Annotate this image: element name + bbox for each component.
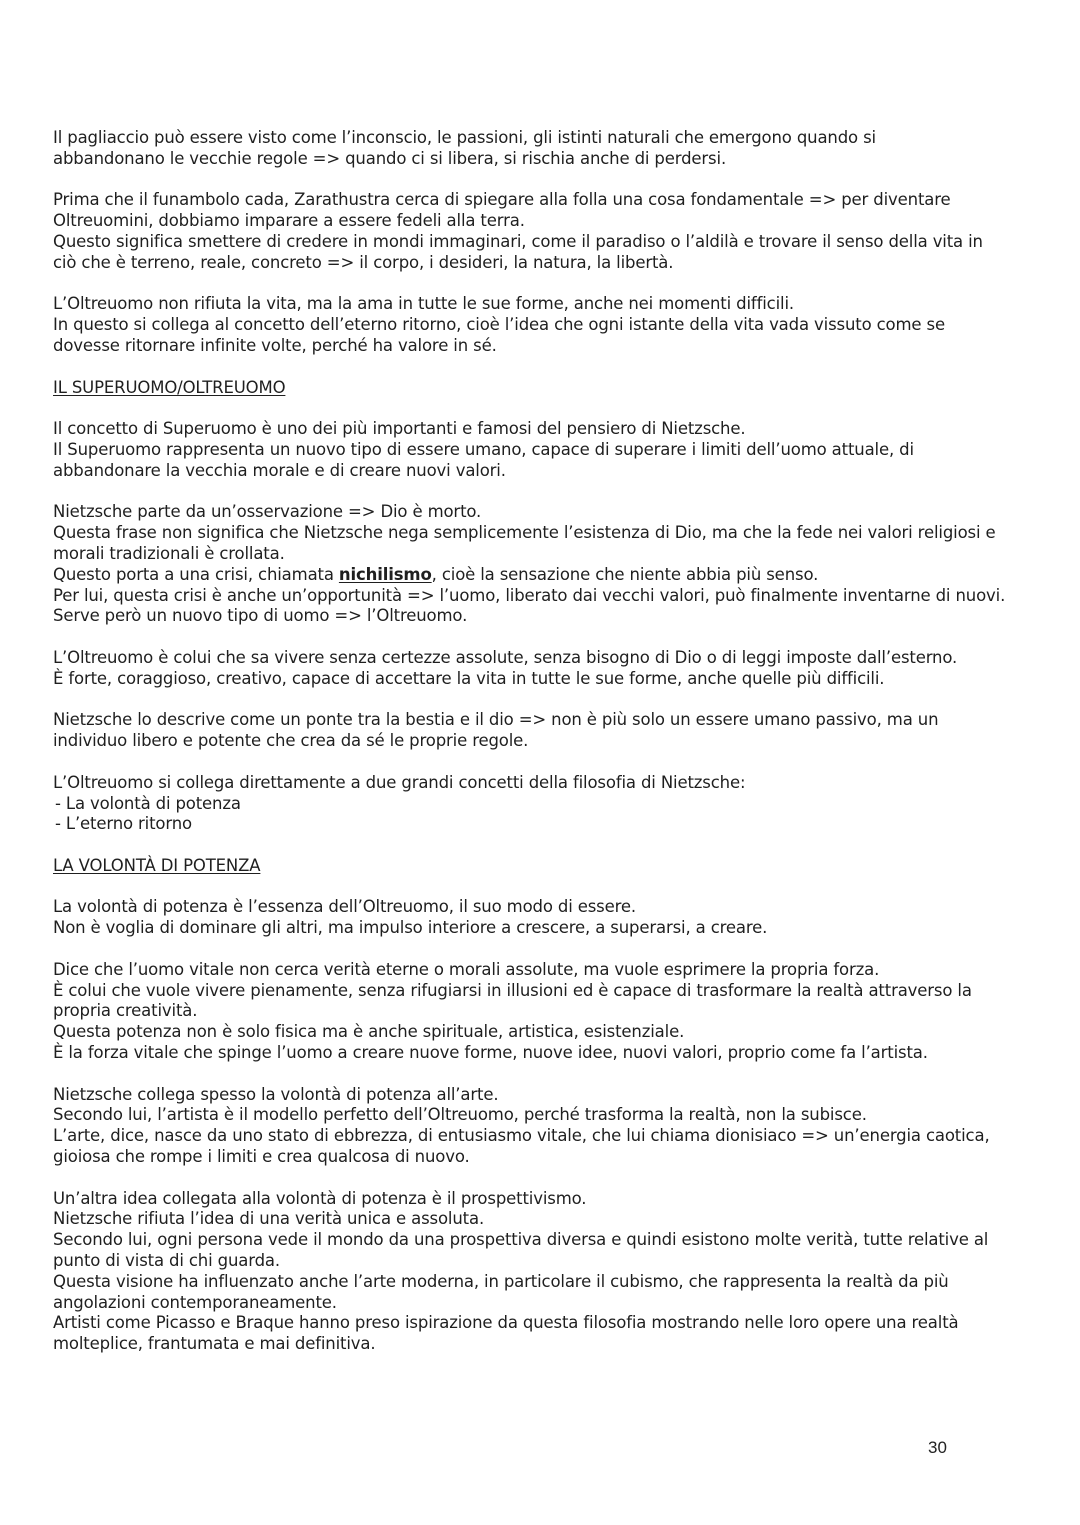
page-number: 30: [928, 1438, 947, 1457]
concepts-list: [53, 794, 1038, 836]
paragraph-arte: Nietzsche collega spesso la volontà di potenza all’arte. Secondo lui, l’artista è il modello perfetto dell’Oltreuomo, perché trasforma la realtà, non la subisce. L’arte, dice, nasce da uno stato di ebbrezza, di entusiasmo vitale, che lui chiama dionisiaco => un’energia caotica, gioiosa che rompe i limiti e crea qualcosa di nuovo.: [53, 1084, 990, 1167]
list-item: - La volontà di potenza: [55, 793, 241, 813]
paragraph-dio-e-morto-part-1: Nietzsche parte da un’osservazione => Dio è morto. Questa frase non significa che Nietzsche nega semplicemente l’esistenza di Dio, ma che la fede nei valori religiosi e morali tradizionali è crollata. Questo porta a una crisi, chiamata: [53, 502, 996, 584]
paragraph-ponte: Nietzsche lo descrive come un ponte tra la bestia e il dio => non è più solo un essere umano passivo, ma un individuo libero e potente che crea da sé le proprie regole.: [53, 710, 939, 751]
paragraph-uomo-vitale: Dice che l’uomo vitale non cerca verità eterne o morali assolute, ma vuole esprimere la propria forza. È colui che vuole vivere pienamente, senza rifugiarsi in illusioni ed è capace di trasformare la realtà attraverso la propria creatività. Questa potenza non è solo fisica ma è anche spirituale, artistica, esistenziale. È la forza vitale che spinge l’uomo a creare nuove forme, nuove idee, nuovi valori, proprio come fa l’artista.: [53, 959, 972, 1063]
paragraph-dio-e-morto: [53, 502, 1038, 627]
list-item: - L’eterno ritorno: [55, 814, 192, 834]
paragraph-pagliaccio: Il pagliaccio può essere visto come l’inconscio, le passioni, gli istinti naturali che emergono quando si abbandonano le vecchie regole => quando ci si libera, si rischia anche di perdersi.: [53, 128, 876, 168]
paragraph-eterno-ritorno: L’Oltreuomo non rifiuta la vita, ma la ama in tutte le sue forme, anche nei momenti difficili. In questo si collega al concetto dell’eterno ritorno, cioè l’idea che ogni istante della vita vada vissuto come se dovesse ritornare infinite volte, perché ha valore in sé.: [53, 294, 945, 355]
paragraph-prospettivismo: Un’altra idea collegata alla volontà di potenza è il prospettivismo. Nietzsche rifiuta l’idea di una verità unica e assoluta. Secondo lui, ogni persona vede il mondo da una prospettiva diversa e quindi esistono molte verità, tutte relative al punto di vista di chi guarda. Questa visione ha influenzato anche l’arte moderna, in particolare il cubismo, che rappresenta la realtà da più angolazioni contemporaneamente. Artisti come Picasso e Braque hanno preso ispirazione da questa filosofia mostrando nelle loro opere una realtà molteplice, frantumata e mai definitiva.: [53, 1188, 989, 1354]
document-page: [53, 128, 1038, 1376]
paragraph-dio-e-morto-part-2: , cioè la sensazione che niente abbia più senso. Per lui, questa crisi è anche un’opportunità => l’uomo, liberato dai vecchi valori, può finalmente inventarne di nuovi. Serve però un nuovo tipo di uomo => l’Oltreuomo.: [53, 564, 1006, 626]
paragraph-concetti-collegati: L’Oltreuomo si collega direttamente a due grandi concetti della filosofia di Nietzsche:: [53, 772, 746, 792]
paragraph-oltreuomo-definizione: L’Oltreuomo è colui che sa vivere senza certezze assolute, senza bisogno di Dio o di leggi imposte dall’esterno. È forte, coraggioso, creativo, capace di accettare la vita in tutte le sue forme, anche quelle più difficili.: [53, 647, 958, 688]
paragraph-superuomo-intro: Il concetto di Superuomo è uno dei più importanti e famosi del pensiero di Nietzsche. Il Superuomo rappresenta un nuovo tipo di essere umano, capace di superare i limiti dell’uomo attuale, di abbandonare la vecchia morale e di creare nuovi valori.: [53, 419, 914, 480]
paragraph-volonta-essenza: La volontà di potenza è l’essenza dell’Oltreuomo, il suo modo di essere. Non è voglia di dominare gli altri, ma impulso interiore a crescere, a superarsi, a creare.: [53, 897, 768, 938]
section-heading-superuomo: IL SUPERUOMO/OLTREUOMO: [53, 377, 286, 397]
paragraph-fedeli-alla-terra: Prima che il funambolo cada, Zarathustra cerca di spiegare alla folla una cosa fondamentale => per diventare Oltreuomini, dobbiamo imparare a essere fedeli alla terra. Questo significa smettere di credere in mondi immaginari, come il paradiso o l’aldilà e trovare il senso della vita in ciò che è terreno, reale, concreto => il corpo, i desideri, la natura, la libertà.: [53, 190, 983, 272]
keyword-nichilismo: nichilismo: [338, 564, 432, 584]
section-heading-volonta: LA VOLONTÀ DI POTENZA: [53, 855, 261, 875]
